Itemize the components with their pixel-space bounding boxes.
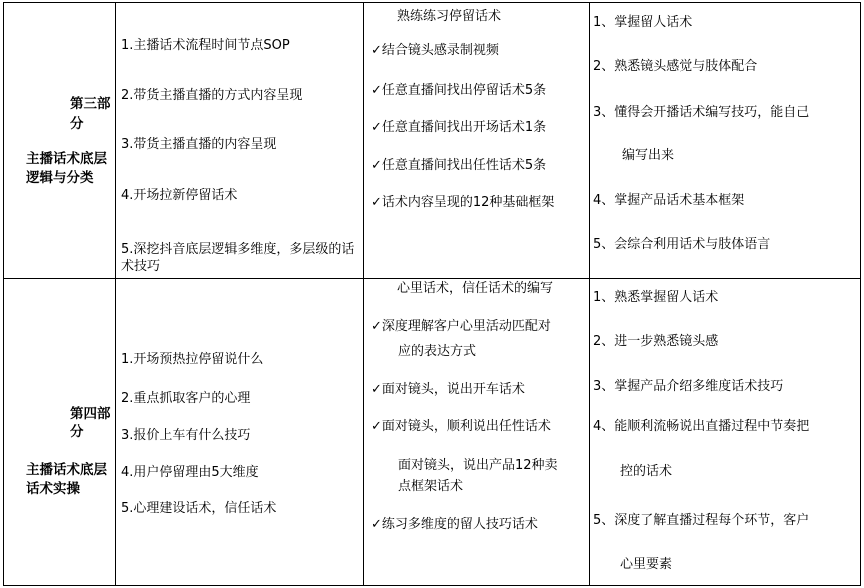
practice-item-cont: 点框架话术 bbox=[398, 479, 464, 494]
goal-item: 5、会综合利用话术与肢体语言 bbox=[593, 237, 771, 252]
section-title-cont: 话术实操 bbox=[26, 481, 80, 497]
topic-item: 4.开场拉新停留话术 bbox=[121, 188, 238, 203]
column-divider-2 bbox=[363, 2, 364, 586]
topic-item: 5.深挖抖音底层逻辑多维度，多层级的话术技巧 bbox=[121, 242, 355, 274]
column-divider-3 bbox=[589, 2, 590, 586]
topic-item: 3.带货主播直播的内容呈现 bbox=[121, 137, 277, 152]
section-title: 主播话术底层 bbox=[26, 462, 107, 478]
section-label: 第四部 bbox=[70, 406, 111, 422]
section-label-cont: 分 bbox=[70, 424, 84, 440]
practice-item: ✓话术内容呈现的12种基础框架 bbox=[371, 195, 555, 210]
section-title-cont: 逻辑与分类 bbox=[26, 170, 94, 186]
row-divider bbox=[3, 278, 861, 279]
table-border-right bbox=[860, 2, 861, 586]
practice-item: ✓任意直播间找出开场话术1条 bbox=[371, 120, 547, 135]
section-title: 主播话术底层 bbox=[26, 151, 107, 167]
column-divider-1 bbox=[115, 2, 116, 586]
goal-item: 4、掌握产品话术基本框架 bbox=[593, 193, 745, 208]
topic-item: 5.心理建设话术，信任话术 bbox=[121, 501, 277, 516]
topic-item: 2.重点抓取客户的心理 bbox=[121, 391, 251, 406]
goal-item-cont: 控的话术 bbox=[620, 464, 673, 479]
practice-header: 熟练练习停留话术 bbox=[397, 9, 502, 24]
topic-item: 1.主播话术流程时间节点SOP bbox=[121, 38, 290, 53]
goal-item: 3、懂得会开播话术编写技巧，能自己 bbox=[593, 105, 810, 120]
goal-item: 2、熟悉镜头感觉与肢体配合 bbox=[593, 59, 758, 74]
goal-item-cont: 心里要素 bbox=[620, 557, 673, 572]
practice-header: 心里话术，信任话术的编写 bbox=[397, 281, 554, 296]
goal-item: 1、掌握留人话术 bbox=[593, 15, 693, 30]
goal-item: 4、能顺利流畅说出直播过程中节奏把 bbox=[593, 419, 810, 434]
topic-item: 1.开场预热拉停留说什么 bbox=[121, 352, 264, 367]
topic-item: 4.用户停留理由5大维度 bbox=[121, 465, 259, 480]
table-border-left bbox=[3, 2, 4, 586]
goal-item-cont: 编写出来 bbox=[622, 148, 675, 163]
topic-item: 2.带货主播直播的方式内容呈现 bbox=[121, 88, 303, 103]
section-label-cont: 分 bbox=[70, 116, 84, 132]
practice-item: ✓面对镜头，顺利说出任性话术 bbox=[371, 419, 551, 434]
practice-item: 面对镜头，说出产品12种卖 bbox=[398, 458, 558, 473]
goal-item: 5、深度了解直播过程每个环节，客户 bbox=[593, 513, 810, 528]
practice-item: ✓任意直播间找出任性话术5条 bbox=[371, 158, 547, 173]
practice-item-cont: 应的表达方式 bbox=[398, 344, 477, 359]
goal-item: 3、掌握产品介绍多维度话术技巧 bbox=[593, 379, 784, 394]
practice-item: ✓深度理解客户心里活动匹配对 bbox=[371, 319, 551, 334]
topic-item: 3.报价上车有什么技巧 bbox=[121, 428, 251, 443]
practice-item: ✓面对镜头，说出开车话术 bbox=[371, 382, 525, 397]
practice-item: ✓任意直播间找出停留话术5条 bbox=[371, 83, 547, 98]
table-border-bottom bbox=[3, 585, 861, 586]
goal-item: 1、熟悉掌握留人话术 bbox=[593, 290, 719, 305]
section-label: 第三部 bbox=[70, 96, 111, 112]
practice-item: ✓结合镜头感录制视频 bbox=[371, 43, 499, 58]
practice-item: ✓练习多维度的留人技巧话术 bbox=[371, 517, 538, 532]
goal-item: 2、进一步熟悉镜头感 bbox=[593, 334, 719, 349]
table-border-top bbox=[3, 2, 861, 3]
